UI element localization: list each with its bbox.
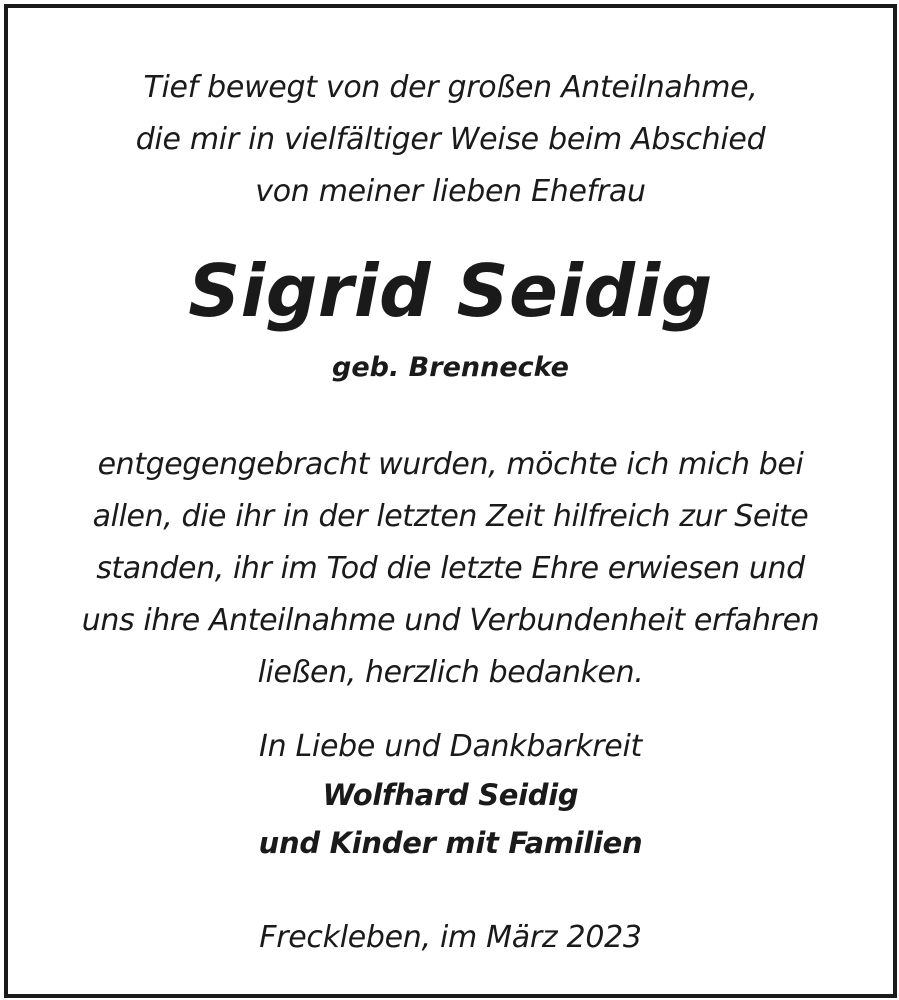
intro-line-3: von meiner lieben Ehefrau [255, 174, 646, 209]
signer-name: Wolfhard Seidig [322, 778, 579, 812]
deceased-name: Sigrid Seidig [188, 249, 713, 333]
thanks-line-5: ließen, herzlich bedanken. [257, 655, 644, 690]
intro-line-1: Tief bewegt von der großen Anteilnahme, [143, 70, 758, 105]
thanks-line-3: standen, ihr im Tod die letzte Ehre erwiesen und [96, 551, 805, 586]
obituary-notice [4, 4, 897, 998]
thanks-line-1: entgegengebracht wurden, möchte ich mich bei [97, 447, 804, 482]
maiden-name: geb. Brennecke [332, 352, 569, 383]
intro-line-2: die mir in vielfältiger Weise beim Abschied [135, 122, 766, 157]
intro-text [8, 62, 893, 218]
closing-signature [8, 723, 893, 867]
signer-family: und Kinder mit Familien [258, 826, 643, 860]
place-and-date: Freckleben, im März 2023 [259, 920, 642, 955]
thanks-text [8, 439, 893, 699]
thanks-line-4: uns ihre Anteilnahme und Verbundenheit erfahren [81, 603, 820, 638]
thanks-line-2: allen, die ihr in der letzten Zeit hilfreich zur Seite [92, 499, 809, 534]
closing-salutation: In Liebe und Dankbarkreit [259, 729, 642, 764]
